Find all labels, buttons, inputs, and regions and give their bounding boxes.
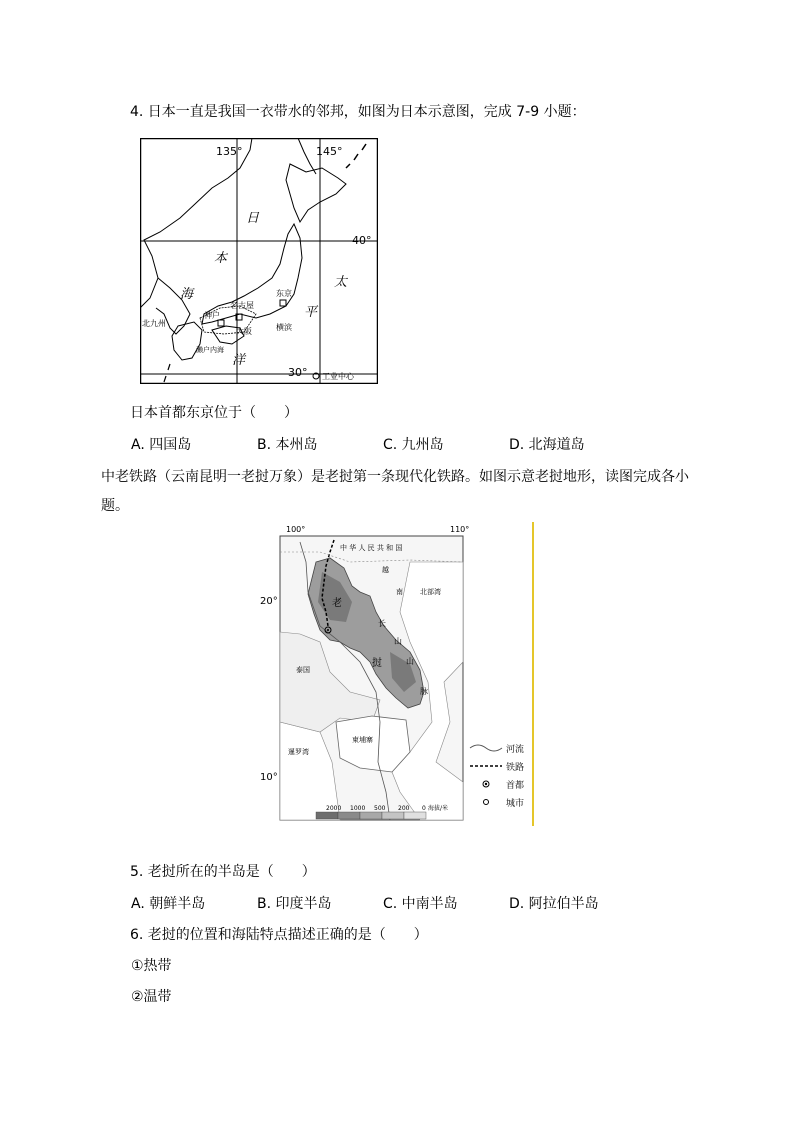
q4-intro: 4. 日本一直是我国一衣带水的邻邦，如图为日本示意图，完成 7-9 小题：	[130, 104, 586, 120]
jp-city-nagoya: 名古屋	[230, 301, 254, 310]
jp-lat-30: 30°	[288, 366, 308, 379]
jp-ocean-1: 太	[334, 275, 348, 290]
laos-label-vietnam-2: 南	[396, 588, 403, 596]
jp-city-kitakyushu: 北九州	[142, 319, 166, 328]
laos-legend-railway: 铁路	[506, 763, 525, 773]
japan-map	[140, 138, 378, 384]
q4-option-c: C. 九州岛	[383, 437, 444, 453]
scale-200: 200	[398, 805, 410, 812]
laos-label-gulf-thailand: 暹罗湾	[288, 748, 309, 756]
jp-city-osaka: 大阪	[236, 327, 252, 336]
q5-option-c: C. 中南半岛	[383, 896, 458, 912]
laos-mountain-3: 山	[406, 657, 414, 666]
scale-2000: 2000	[326, 805, 342, 812]
laos-label-china: 中 华 人 民 共 和 国	[340, 544, 403, 552]
q6-question: 6. 老挝的位置和海陆特点描述正确的是（ ）	[130, 927, 428, 943]
jp-ocean-2: 平	[304, 305, 318, 320]
laos-label-lao-2: 挝	[372, 658, 382, 669]
laos-intro-line2: 题。	[101, 498, 129, 514]
q5-question: 5. 老挝所在的半岛是（ ）	[130, 864, 316, 880]
jp-city-kobe: 神户	[204, 311, 220, 320]
q5-option-a: A. 朝鲜半岛	[131, 896, 206, 912]
jp-ocean-3: 洋	[232, 353, 246, 368]
q6-item-1: ①热带	[131, 958, 172, 974]
jp-sea-1: 日	[246, 211, 260, 226]
q4-question: 日本首都东京位于（ ）	[130, 405, 298, 421]
laos-mountain-1: 长	[378, 619, 386, 628]
laos-lon-100: 100°	[286, 525, 306, 534]
jp-city-yokohama: 横滨	[276, 323, 292, 332]
laos-lat-20: 20°	[260, 596, 278, 607]
jp-sea-3: 海	[180, 287, 194, 302]
city-legend-icon	[484, 800, 489, 805]
q6-item-2: ②温带	[131, 989, 172, 1005]
laos-map	[260, 522, 536, 826]
jp-lon-145: 145°	[316, 145, 343, 158]
jp-seto-sea: 濑户内海	[196, 346, 224, 354]
jp-city-tokyo: 东京	[276, 289, 292, 298]
laos-legend-capital: 首都	[506, 781, 525, 791]
laos-label-cambodia: 柬埔寨	[352, 736, 373, 744]
laos-intro-line1: 中老铁路（云南昆明一老挝万象）是老挝第一条现代化铁路。如图示意老挝地形，读图完成各小	[101, 469, 689, 485]
laos-legend-river: 河流	[506, 745, 525, 755]
q5-option-b: B. 印度半岛	[257, 896, 332, 912]
scale-1000: 1000	[350, 805, 366, 812]
scale-unit: 海拔/米	[428, 805, 449, 812]
q5-option-d: D. 阿拉伯半岛	[509, 896, 599, 912]
q4-option-d: D. 北海道岛	[509, 437, 585, 453]
laos-lat-10: 10°	[260, 772, 278, 783]
laos-mountain-2: 山	[394, 637, 402, 646]
laos-label-gulf-tonkin: 北部湾	[420, 588, 441, 596]
laos-mountain-4: 脉	[420, 687, 428, 696]
laos-label-thailand: 泰国	[296, 666, 310, 674]
jp-legend: 工业中心	[322, 372, 354, 381]
jp-lon-135: 135°	[216, 145, 243, 158]
laos-label-vietnam-1: 越	[382, 566, 389, 574]
river-legend-icon	[470, 745, 502, 751]
laos-legend-city: 城市	[506, 799, 525, 809]
jp-lat-40: 40°	[352, 234, 372, 247]
scale-0: 0	[422, 805, 426, 812]
scale-500: 500	[374, 805, 386, 812]
laos-lon-110: 110°	[450, 525, 470, 534]
q4-option-b: B. 本州岛	[257, 437, 318, 453]
jp-sea-2: 本	[214, 251, 228, 266]
laos-label-lao-1: 老	[332, 598, 342, 609]
q4-option-a: A. 四国岛	[131, 437, 192, 453]
